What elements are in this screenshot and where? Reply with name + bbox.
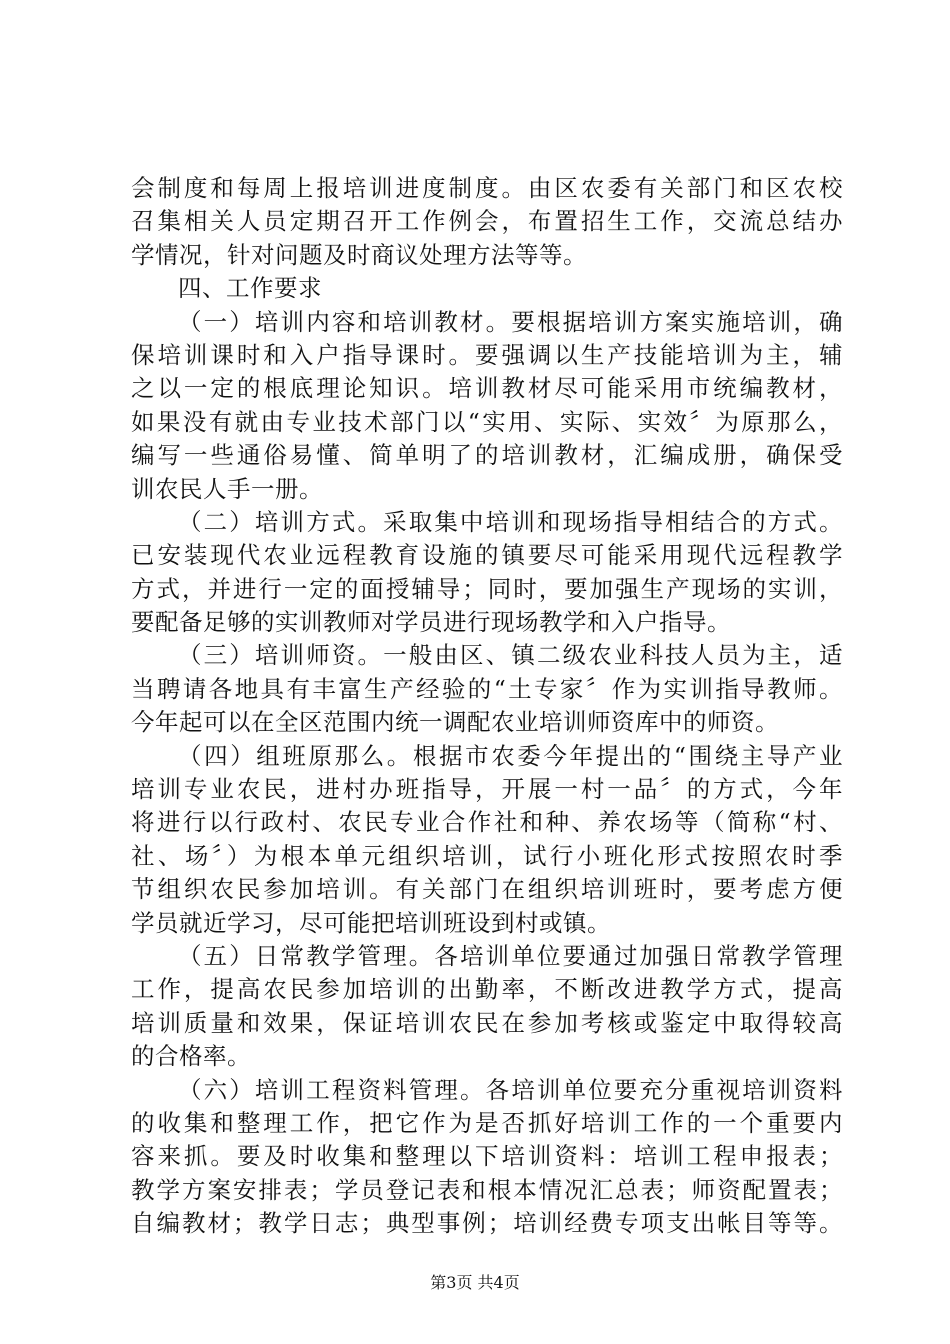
text-line: 工作，提高农民参加培训的出勤率，不断改进教学方式，提高 [131,975,843,1004]
text-line: （四）组班原那么。根据市农委今年提出的“围绕主导产业 [178,741,843,770]
text-line: （一）培训内容和培训教材。要根据培训方案实施培训，确 [178,307,843,336]
text-line: 训农民人手一册。 [131,474,323,503]
text-line: 容来抓。要及时收集和整理以下培训资料：培训工程申报表； [131,1142,843,1171]
body-text [131,172,843,1241]
text-line: 学情况，针对问题及时商议处理方法等等。 [131,240,587,269]
text-line: 保培训课时和入户指导课时。要强调以生产技能培训为主，辅 [131,340,843,369]
text-line: 四、工作要求 [178,274,322,303]
text-line: 已安装现代农业远程教育设施的镇要尽可能采用现代远程教学 [131,541,843,570]
text-line: 培训专业农民，进村办班指导，开展一村一品〞的方式，今年 [131,775,843,804]
text-line: （三）培训师资。一般由区、镇二级农业科技人员为主，适 [178,641,843,670]
page-footer: 第3页 共4页 [430,1273,520,1292]
text-line: 培训质量和效果，保证培训农民在参加考核或鉴定中取得较高 [131,1008,843,1037]
text-line: 教学方案安排表；学员登记表和根本情况汇总表；师资配置表； [131,1175,843,1204]
text-line: （六）培训工程资料管理。各培训单位要充分重视培训资料 [178,1075,843,1104]
text-line: 学员就近学习，尽可能把培训班设到村或镇。 [131,908,611,937]
text-line: 的合格率。 [131,1042,251,1071]
text-line: （五）日常教学管理。各培训单位要通过加强日常教学管理 [178,941,843,970]
text-line: 将进行以行政村、农民专业合作社和种、养农场等（简称“村、 [131,808,843,837]
text-line: 今年起可以在全区范围内统一调配农业培训师资库中的师资。 [131,708,779,737]
text-line: 要配备足够的实训教师对学员进行现场教学和入户指导。 [131,608,731,637]
text-line: 的收集和整理工作，把它作为是否抓好培训工作的一个重要内 [131,1108,843,1137]
text-line: 编写一些通俗易懂、简单明了的培训教材，汇编成册，确保受 [131,441,843,470]
text-line: 节组织农民参加培训。有关部门在组织培训班时，要考虑方便 [131,875,843,904]
text-line: 当聘请各地具有丰富生产经验的“土专家〞作为实训指导教师。 [131,674,843,703]
text-line: 社、场〞）为根本单元组织培训，试行小班化形式按照农时季 [131,841,843,870]
text-line: 会制度和每周上报培训进度制度。由区农委有关部门和区农校 [131,174,843,202]
text-line: 自编教材；教学日志；典型事例；培训经费专项支出帐目等等。 [131,1209,843,1238]
text-line: 如果没有就由专业技术部门以“实用、实际、实效〞为原那么， [131,407,843,436]
text-line: 之以一定的根底理论知识。培训教材尽可能采用市统编教材， [131,374,843,403]
text-line: 方式，并进行一定的面授辅导；同时，要加强生产现场的实训， [131,574,843,603]
text-line: 召集相关人员定期召开工作例会，布置招生工作，交流总结办 [131,207,843,236]
text-line: （二）培训方式。采取集中培训和现场指导相结合的方式。 [178,507,843,536]
